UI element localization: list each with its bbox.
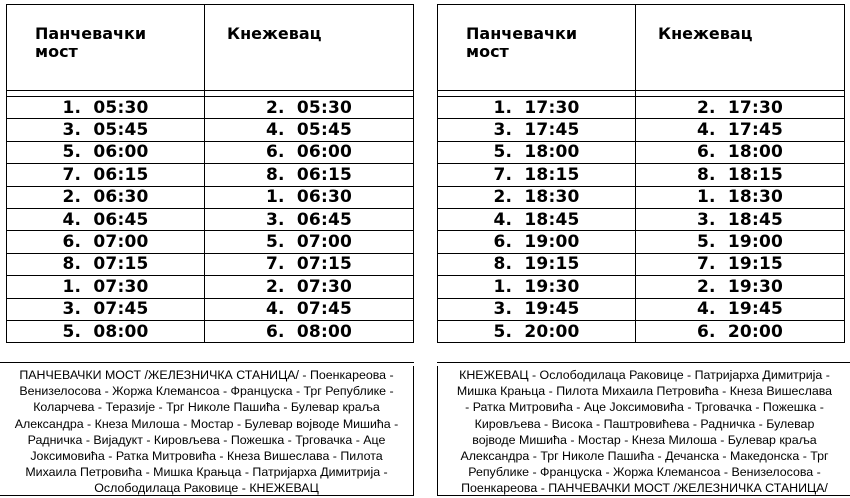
route-line: Јоксимовића - Ратка Митровића - Кнеза Вишеслава - Пилота — [30, 449, 383, 464]
table-row — [7, 298, 414, 320]
table-row — [438, 231, 845, 253]
departure-knezevac: 3. 06:45 — [205, 208, 414, 230]
departure-knezevac: 8. 18:15 — [636, 164, 845, 186]
departure-knezevac: 4. 05:45 — [205, 119, 414, 141]
divider — [437, 362, 850, 363]
departure-pancevacki-most: 5. 20:00 — [438, 320, 636, 342]
departure-pancevacki-most: 1. 07:30 — [7, 276, 205, 298]
header-knezevac: Кнежевац — [205, 5, 414, 91]
departure-pancevacki-most: 5. 18:00 — [438, 141, 636, 163]
departure-knezevac: 6. 18:00 — [636, 141, 845, 163]
route-line: Поенкареова - ПАНЧЕВАЧКИ МОСТ /ЖЕЛЕЗНИЧКА СТАНИЦА/ — [461, 481, 828, 496]
divider — [0, 362, 414, 363]
departure-knezevac: 6. 08:00 — [205, 320, 414, 342]
header-line: Панчевачки — [466, 24, 578, 43]
departure-knezevac: 5. 19:00 — [636, 231, 845, 253]
departure-knezevac: 4. 19:45 — [636, 298, 845, 320]
departure-pancevacki-most: 3. 17:45 — [438, 119, 636, 141]
departure-knezevac: 6. 20:00 — [636, 320, 845, 342]
table-row — [438, 97, 845, 119]
route-line: војводе Мишића - Мостар - Кнеза Милоша - Булевар краља — [472, 432, 817, 447]
departure-pancevacki-most: 1. 19:30 — [438, 276, 636, 298]
schedule-table-morning — [6, 4, 414, 343]
route-line: - Ратка Митровића - Аце Јоксимовића - Трговачка - Пожешка - — [465, 400, 824, 415]
route-line: Мишка Крањца - Пилота Михаила Петровића - Кнеза Вишеслава — [456, 384, 833, 399]
departure-knezevac: 2. 19:30 — [636, 276, 845, 298]
departure-pancevacki-most: 2. 06:30 — [7, 186, 205, 208]
table-row — [7, 97, 414, 119]
table-row — [7, 164, 414, 186]
table-row — [438, 164, 845, 186]
departure-knezevac: 4. 17:45 — [636, 119, 845, 141]
divider — [0, 495, 414, 496]
divider — [437, 495, 850, 496]
table-row — [438, 298, 845, 320]
table-header-row — [7, 5, 414, 91]
departure-knezevac: 5. 07:00 — [205, 231, 414, 253]
header-line: мост — [466, 42, 509, 61]
route-line: Радничка - Вијадукт - Кировљева - Пожешка - Трговачка - Аце — [27, 432, 386, 447]
schedule-body — [438, 97, 845, 343]
header-line: Панчевачки — [35, 24, 147, 43]
table-row — [7, 276, 414, 298]
table-header-row — [438, 5, 845, 91]
departure-knezevac: 3. 18:45 — [636, 208, 845, 230]
route-line: Коларчева - Теразије - Трг Николе Пашића - Булевар краља — [33, 400, 380, 415]
departure-pancevacki-most: 7. 18:15 — [438, 164, 636, 186]
departure-pancevacki-most: 3. 05:45 — [7, 119, 205, 141]
schedule-table-evening — [437, 4, 845, 343]
table-row — [7, 186, 414, 208]
departure-pancevacki-most: 7. 06:15 — [7, 164, 205, 186]
table-row — [438, 119, 845, 141]
departure-knezevac: 7. 19:15 — [636, 253, 845, 275]
table-row — [7, 320, 414, 342]
departure-pancevacki-most: 1. 17:30 — [438, 97, 636, 119]
departure-pancevacki-most: 5. 08:00 — [7, 320, 205, 342]
table-row — [438, 320, 845, 342]
route-description-return — [437, 366, 850, 496]
table-row — [438, 208, 845, 230]
schedule-body — [7, 97, 414, 343]
departure-knezevac: 1. 18:30 — [636, 186, 845, 208]
departure-knezevac: 2. 07:30 — [205, 276, 414, 298]
route-line: Ослободилаца Раковице - КНЕЖЕВАЦ — [94, 481, 319, 496]
departure-knezevac: 2. 17:30 — [636, 97, 845, 119]
departure-pancevacki-most: 6. 07:00 — [7, 231, 205, 253]
table-row — [7, 208, 414, 230]
departure-pancevacki-most: 4. 18:45 — [438, 208, 636, 230]
departure-knezevac: 4. 07:45 — [205, 298, 414, 320]
departure-pancevacki-most: 1. 05:30 — [7, 97, 205, 119]
route-line: КНЕЖЕВАЦ - Ослободилаца Раковице - Патријарха Димитрија - — [459, 368, 830, 382]
departure-knezevac: 7. 07:15 — [205, 253, 414, 275]
departure-pancevacki-most: 8. 19:15 — [438, 253, 636, 275]
route-line: ПАНЧЕВАЧКИ МОСТ /ЖЕЛЕЗНИЧКА СТАНИЦА/ - Поенкареова - — [19, 368, 394, 382]
route-line: Кировљева - Висока - Паштровићева - Радничка - Булевар — [474, 416, 815, 431]
departure-pancevacki-most: 3. 19:45 — [438, 298, 636, 320]
departure-knezevac: 6. 06:00 — [205, 141, 414, 163]
header-knezevac: Кнежевац — [636, 5, 845, 91]
table-row — [438, 276, 845, 298]
header-pancevacki-most — [7, 5, 205, 91]
route-line: Републике - Француска - Жоржа Клемансоа - Венизелосова - — [468, 465, 821, 480]
table-row — [438, 253, 845, 275]
header-line: мост — [35, 42, 78, 61]
departure-pancevacki-most: 3. 07:45 — [7, 298, 205, 320]
table-row — [7, 231, 414, 253]
departure-pancevacki-most: 5. 06:00 — [7, 141, 205, 163]
route-line: Александра - Трг Николе Пашића - Дечанска - Македонска - Трг — [460, 449, 829, 464]
route-description-outbound — [0, 366, 414, 496]
departure-knezevac: 1. 06:30 — [205, 186, 414, 208]
departure-pancevacki-most: 4. 06:45 — [7, 208, 205, 230]
header-pancevacki-most — [438, 5, 636, 91]
table-row — [7, 141, 414, 163]
departure-pancevacki-most: 8. 07:15 — [7, 253, 205, 275]
table-row — [438, 141, 845, 163]
departure-pancevacki-most: 2. 18:30 — [438, 186, 636, 208]
table-row — [7, 253, 414, 275]
departure-knezevac: 2. 05:30 — [205, 97, 414, 119]
departure-pancevacki-most: 6. 19:00 — [438, 231, 636, 253]
table-row — [7, 119, 414, 141]
route-line: Александра - Кнеза Милоша - Мостар - Булевар војводе Мишића - — [14, 416, 399, 431]
departure-knezevac: 8. 06:15 — [205, 164, 414, 186]
table-row — [438, 186, 845, 208]
route-line: Михаила Петровића - Мишка Крањца - Патријарха Димитрија - — [25, 465, 388, 480]
route-line: Венизелосова - Жоржа Клемансоа - Француска - Трг Републике - — [19, 384, 394, 399]
